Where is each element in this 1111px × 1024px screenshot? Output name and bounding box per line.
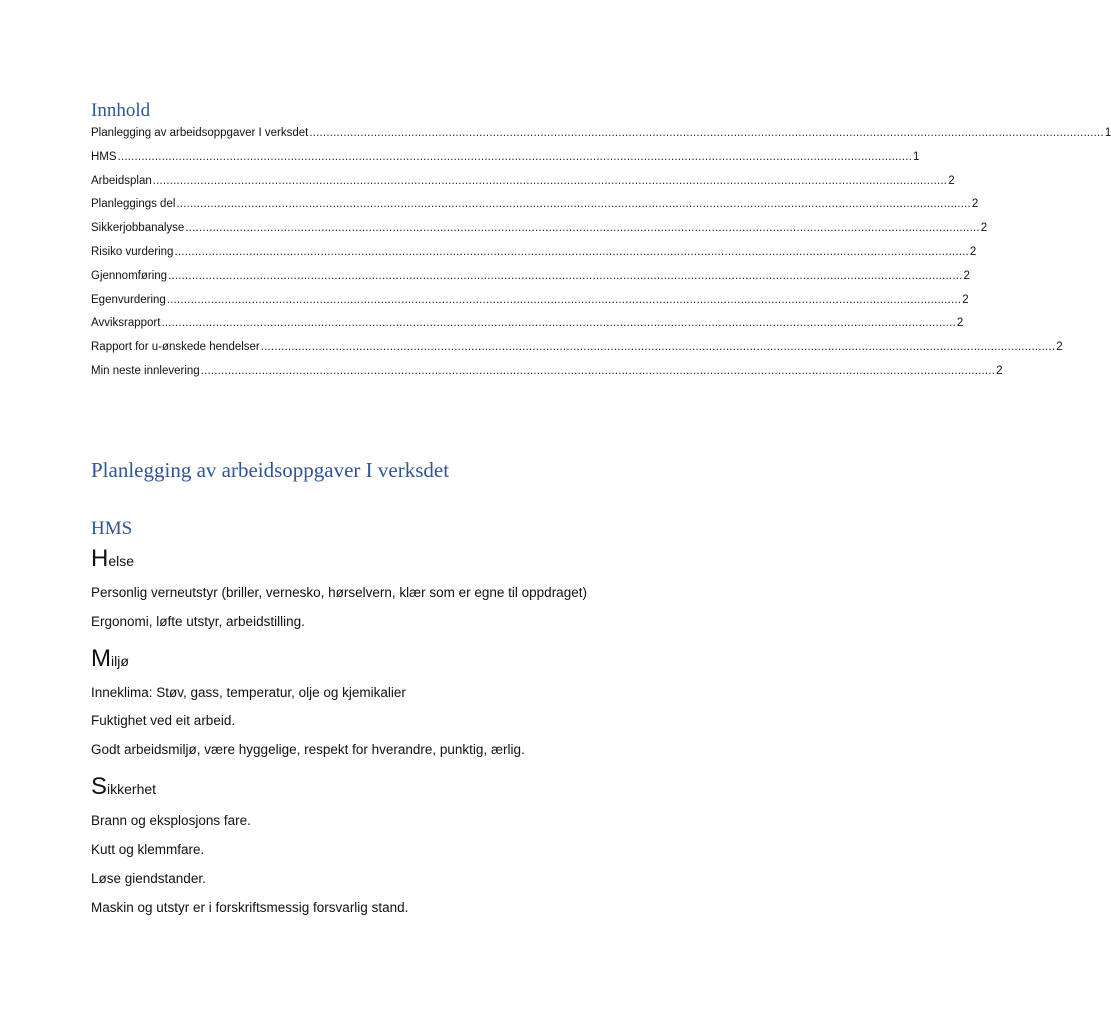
toc-entry-text: Rapport for u-ønskede hendelser [91,341,260,354]
toc-leader-dots: .......................................................................................................................................................................................................................................... [309,127,1104,139]
paragraph: Løse giendstander. [91,871,206,886]
toc-leader-dots: .......................................................................................................................................................................................................................................... [117,150,913,163]
paragraph: Maskin og utstyr er i forskriftsmessig forsvarlig stand. [91,900,409,915]
toc-title: Innhold [91,100,151,121]
toc-leader-dots: .......................................................................................................................................................................................................................................... [152,174,948,187]
section-heading-rest: else [108,553,135,569]
toc-entry-text: HMS [91,150,117,163]
paragraph: Inneklima: Støv, gass, temperatur, olje og kjemikalier [91,685,406,700]
table-of-contents [91,122,1111,384]
toc-entry[interactable] [91,193,979,217]
toc-leader-dots: .......................................................................................................................................................................................................................................... [260,341,1056,354]
paragraph: Personlig verneutstyr (briller, vernesko, hørselvern, klær som er egne til oppdraget) [91,585,587,600]
section-heading-miljo [91,645,129,673]
paragraph: Fuktighet ved eit arbeid. [91,713,236,728]
toc-leader-dots: .......................................................................................................................................................................................................................................... [166,293,962,306]
toc-entry[interactable] [91,170,955,194]
toc-leader-dots: .......................................................................................................................................................................................................................................... [200,364,996,377]
section-heading-sikkerhet [91,773,156,801]
toc-entry[interactable] [91,217,988,241]
section-initial: S [91,773,108,800]
toc-page-number: 2 [1056,341,1063,354]
toc-entry[interactable] [91,289,969,313]
section-heading-rest: ikkerhet [107,781,157,797]
paragraph: Kutt og klemmfare. [91,842,205,857]
toc-entry-text: Risiko vurdering [91,245,174,258]
toc-entry[interactable] [91,146,920,170]
toc-entry-text: Arbeidsplan [91,174,152,187]
toc-page-number: 2 [971,198,979,211]
section-initial: M [91,645,111,672]
toc-entry-text: Sikkerjobbanalyse [91,222,185,235]
section-heading-helse [91,545,134,573]
paragraph: Godt arbeidsmiljø, være hyggelige, respekt for hverandre, punktig, ærlig. [91,742,525,757]
toc-page-number: 2 [948,174,955,187]
toc-entry-text: Gjennomføring [91,269,168,282]
toc-page-number: 2 [996,364,1003,377]
toc-entry[interactable] [91,241,977,265]
toc-page-number: 2 [956,317,964,330]
toc-entry[interactable] [91,336,1063,360]
section-initial: H [91,545,109,572]
toc-entry-text: Min neste innlevering [91,364,200,377]
paragraph: Ergonomi, løfte utstyr, arbeidstilling. [91,614,305,629]
heading-2: HMS [91,518,133,539]
toc-page-number: 2 [980,222,988,235]
toc-page-number: 2 [962,293,969,306]
toc-leader-dots: .......................................................................................................................................................................................................................................... [176,198,971,211]
toc-leader-dots: .......................................................................................................................................................................................................................................... [168,269,963,282]
toc-page-number: 2 [969,245,977,258]
toc-entry[interactable] [91,122,1111,146]
toc-leader-dots: .......................................................................................................................................................................................................................................... [174,245,969,258]
toc-entry-text: Avviksrapport [91,317,161,330]
toc-entry-text: Egenvurdering [91,293,166,306]
toc-entry-text: Planlegging av arbeidsoppgaver I verksdet [91,127,309,139]
toc-leader-dots: .......................................................................................................................................................................................................................................... [161,317,956,330]
toc-leader-dots: .......................................................................................................................................................................................................................................... [185,222,980,235]
toc-page-number: 2 [963,269,970,282]
toc-entry[interactable] [91,360,1003,384]
toc-entry[interactable] [91,265,970,289]
toc-entry[interactable] [91,312,964,336]
toc-page-number: 1 [1104,127,1111,139]
toc-entry-text: Planleggings del [91,198,176,211]
toc-page-number: 1 [913,150,920,163]
paragraph: Brann og eksplosjons fare. [91,813,251,828]
heading-1: Planlegging av arbeidsoppgaver I verksdet [91,458,450,482]
section-heading-rest: iljø [111,653,129,669]
